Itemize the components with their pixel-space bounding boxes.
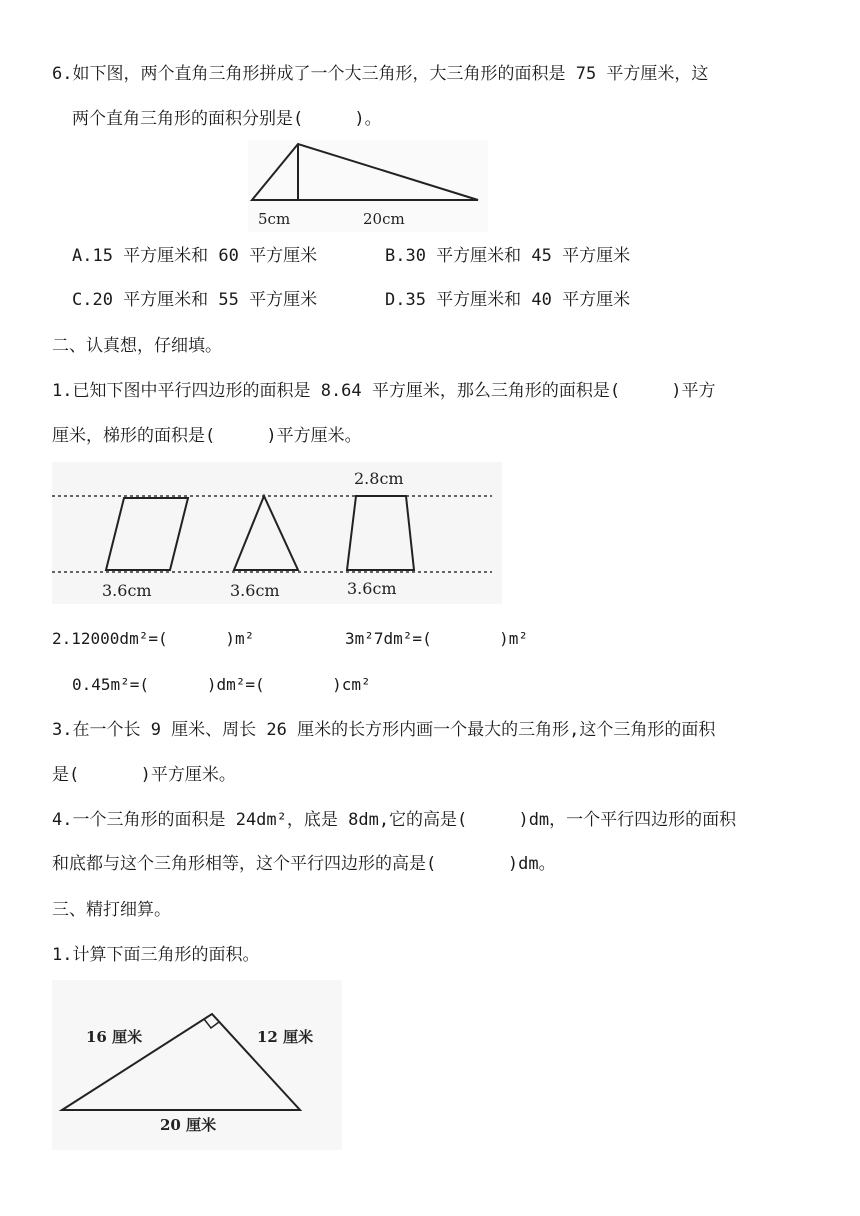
s2-q1-line2: 厘米，梯形的面积是( )平方厘米。	[52, 426, 362, 446]
s3-q1-triangle-figure	[52, 980, 342, 1150]
label-12: 12 厘米	[257, 1028, 314, 1046]
label-20: 20 厘米	[160, 1116, 217, 1134]
s2-q3-line2: 是( )平方厘米。	[52, 765, 236, 785]
q6-triangles-figure	[248, 140, 488, 232]
label-top-2-8cm: 2.8cm	[354, 469, 404, 488]
s2-q2-a: 2.12000dm²=( )m²	[52, 629, 255, 648]
q6-label-5cm: 5cm	[258, 210, 291, 228]
label-base-trapezoid: 3.6cm	[347, 579, 397, 598]
q6-text-line2: 两个直角三角形的面积分别是( )。	[72, 109, 382, 129]
s2-q1-line1: 1.已知下图中平行四边形的面积是 8.64 平方厘米，那么三角形的面积是( )平方	[52, 381, 716, 401]
label-16: 16 厘米	[86, 1028, 143, 1046]
q6-option-b: B.30 平方厘米和 45 平方厘米	[385, 246, 631, 266]
q6-option-d: D.35 平方厘米和 40 平方厘米	[385, 290, 631, 310]
section2-heading: 二、认真想，仔细填。	[52, 336, 222, 356]
s3-q1-line1: 1.计算下面三角形的面积。	[52, 945, 260, 965]
section3-heading: 三、精打细算。	[52, 900, 171, 920]
q6-option-a: A.15 平方厘米和 60 平方厘米	[72, 246, 318, 266]
s2-q3-line1: 3.在一个长 9 厘米、周长 26 厘米的长方形内画一个最大的三角形,这个三角形的面积	[52, 720, 716, 740]
s2-q2-c: 0.45m²=( )dm²=( )cm²	[72, 675, 371, 694]
s2-q4-line2: 和底都与这个三角形相等，这个平行四边形的高是( )dm。	[52, 854, 556, 874]
q6-option-c: C.20 平方厘米和 55 平方厘米	[72, 290, 318, 310]
s2-q2-b: 3m²7dm²=( )m²	[345, 629, 529, 648]
s2-q1-shapes-figure	[52, 462, 502, 604]
q6-label-20cm: 20cm	[363, 210, 405, 228]
label-base-parallelogram: 3.6cm	[102, 581, 152, 600]
s2-q4-line1: 4.一个三角形的面积是 24dm²，底是 8dm,它的高是( )dm，一个平行四边形的面积	[52, 810, 737, 830]
q6-text-line1: 6.如下图，两个直角三角形拼成了一个大三角形，大三角形的面积是 75 平方厘米，这	[52, 64, 709, 84]
label-base-triangle: 3.6cm	[230, 581, 280, 600]
